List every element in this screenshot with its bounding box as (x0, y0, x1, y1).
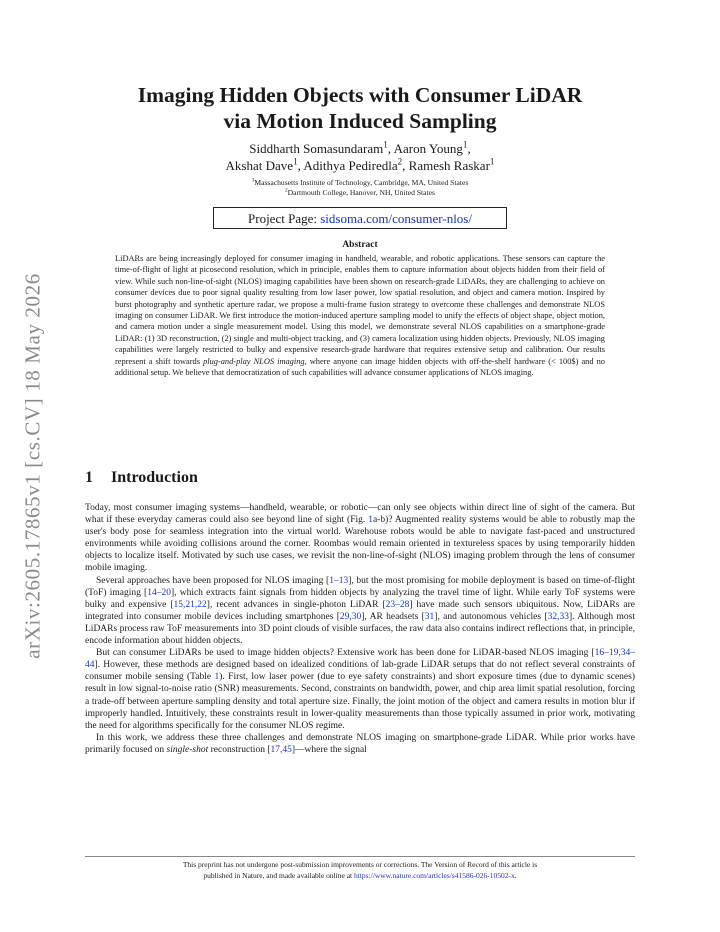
citation-link[interactable]: 23–28 (385, 599, 410, 610)
footnote: This preprint has not undergone post-submission improvements or corrections. The Version of Record of this article is published in Nature, and made available online at https://www.nature.com/articles/s41586-026-10502-x. (182, 860, 538, 880)
citation-link[interactable]: 15,21,22 (173, 599, 207, 610)
title-line-1: Imaging Hidden Objects with Consumer LiDAR (137, 83, 583, 107)
figure-ref-link[interactable]: 1 (368, 515, 373, 526)
nature-article-link[interactable]: https://www.nature.com/articles/s41586-026-10502-x (353, 870, 515, 880)
author-list (85, 141, 635, 174)
paragraph: Several approaches have been proposed for NLOS imaging [1–13], but the most promising for mobile deployment is based on time-of-flight (ToF) imaging [14–20], which extracts faint signals from hidden objects by analyzing the travel time of light. While early ToF systems were bulky and expensive [15,21,22], recent advances in single-photon LiDAR [23–28] have made such sensors ubiquitous. Now, LiDARs are integrated into consumer mobile devices including smartphones [29,30], AR headsets [31], and autonomous vehicles [32,33]. Although most LiDARs process raw ToF measurements into 3D point clouds of visible surfaces, the raw data also contains indirect reflections that, in principle, encode information about hidden objects. (85, 575, 635, 647)
paragraph: In this work, we address these three challenges and demonstrate NLOS imaging on smartphone-grade LiDAR. While prior works have primarily focused on single-shot reconstruction [17,45]—where the signal (85, 732, 635, 755)
project-page-box (213, 207, 507, 229)
project-page-label: Project Page: (248, 211, 321, 226)
abstract-text: LiDARs are being increasingly deployed for consumer imaging in handheld, wearable, and robotic applications. These sensors can capture the time-of-flight of light at picosecond resolution, which in principle, enables them to capture information about objects hidden from their field of view. While such non-line-of-sight (NLOS) imaging capabilities have been shown on research-grade LiDARs, they are challenging to achieve on consumer devices due to poor signal quality resulting from low laser power, low spatial resolution, and object and camera motion. Inspired by burst photography and synthetic aperture radar, we propose a multi-frame fusion strategy to overcome these challenges and demonstrate NLOS imaging on consumer LiDAR. We first introduce the motion-induced aperture sampling model to unify the effects of object shape, object motion, and camera motion under a single measurement model. Using this model, we demonstrate several NLOS capabilities on a smartphone-grade LiDAR: (1) 3D reconstruction, (2) single and multi-object tracking, and (3) camera localization using hidden objects. Previously, NLOS imaging capabilities were largely restricted to bulky and expensive research-grade hardware that requires extensive setup and calibration. Our results represent a shift towards plug-and-play NLOS imaging, where anyone can image hidden objects with off-the-shelf hardware (< 100$) and no additional setup. We believe that democratization of such capabilities will advance consumer applications of NLOS imaging. (115, 254, 605, 378)
author-name: Akshat Dave (225, 157, 294, 173)
affiliation-2: $^2$Dartmouth College, Hanover, NH, United States (285, 187, 435, 197)
title-line-2: via Motion Induced Sampling (223, 109, 497, 133)
author-name: , Adithya Pediredla (297, 157, 398, 173)
author-name: , Aaron Young (387, 141, 463, 156)
paragraph: But can consumer LiDARs be used to image hidden objects? Extensive work has been done for LiDAR-based NLOS imaging [16–19,34–44]. However, these methods are designed based on idealized conditions of lab-grade LiDAR setups that do not reflect several constraints of consumer mobile sensing (Table 1). First, low laser power (due to eye safety constraints) and short exposure times (due to dynamic scenes) result in low signal-to-noise ratio (SNR) measurements. Second, constraints on bandwidth, power, and chip area limit spatial resolution, forcing a trade-off between aperture sampling density and total aperture size. Finally, the joint motion of the object and camera results in motion blur if improperly handled. Intuitively, these constraints result in lower-quality measurements than those typically assumed in prior work, motivating the need for algorithms specifically for the consumer NLOS regime. (85, 648, 635, 731)
project-page-link[interactable]: sidsoma.com/consumer-nlos/ (320, 211, 472, 226)
author-name: Siddharth Somasundaram (249, 141, 384, 156)
citation-link[interactable]: 29,30 (339, 611, 362, 622)
affiliation-1: $^1$Massachusetts Institute of Technology, Cambridge, MA, United States (251, 177, 469, 187)
author-name: , Ramesh Raskar (402, 157, 490, 173)
citation-link[interactable]: 17,45 (270, 744, 292, 755)
paper-title (85, 82, 635, 134)
citation-link[interactable]: 32,33 (547, 611, 569, 622)
citation-link[interactable]: 31 (424, 611, 435, 622)
authors-line-2: Akshat Dave$^1$, Adithya Pediredla$^2$, Ramesh Raskar$^1$ (225, 156, 495, 173)
authors-line-1: Siddharth Somasundaram$^1$, Aaron Young$^1$, (249, 139, 471, 156)
table-ref-link[interactable]: 1 (214, 672, 220, 683)
arxiv-identifier: arXiv:2605.17865v1 [cs.CV] 18 May 2026 (20, 273, 45, 659)
abstract-heading: Abstract (342, 240, 378, 250)
section-heading (85, 469, 198, 487)
introduction-body (85, 502, 635, 756)
section-number: 1 (85, 469, 93, 486)
citation-link[interactable]: 16–19,34–44 (85, 648, 635, 671)
citation-link[interactable]: 14–20 (147, 587, 171, 598)
paragraph: Today, most consumer imaging systems—handheld, wearable, or robotic—can only see objects within direct line of sight of the camera. But what if these everyday cameras could also see beyond line of sight (Fig. 1a-b)? Augmented reality systems would be able to robustly map the user's body pose for seamless integration into the virtual world. Warehouse robots would be able to navigate fast-paced and unstructured environments while avoiding collisions around the corner. Roombas would remain oriented in textureless spaces by using temporarily hidden objects to localize itself. Motivated by such use cases, we revisit the non-line-of-sight (NLOS) imaging problem through the lens of consumer mobile imaging. (85, 503, 635, 574)
citation-link[interactable]: 1–13 (329, 575, 349, 586)
affiliations (85, 178, 635, 198)
section-title: Introduction (111, 469, 198, 486)
arxiv-sidebar (0, 0, 62, 932)
footnote-divider (85, 856, 635, 857)
